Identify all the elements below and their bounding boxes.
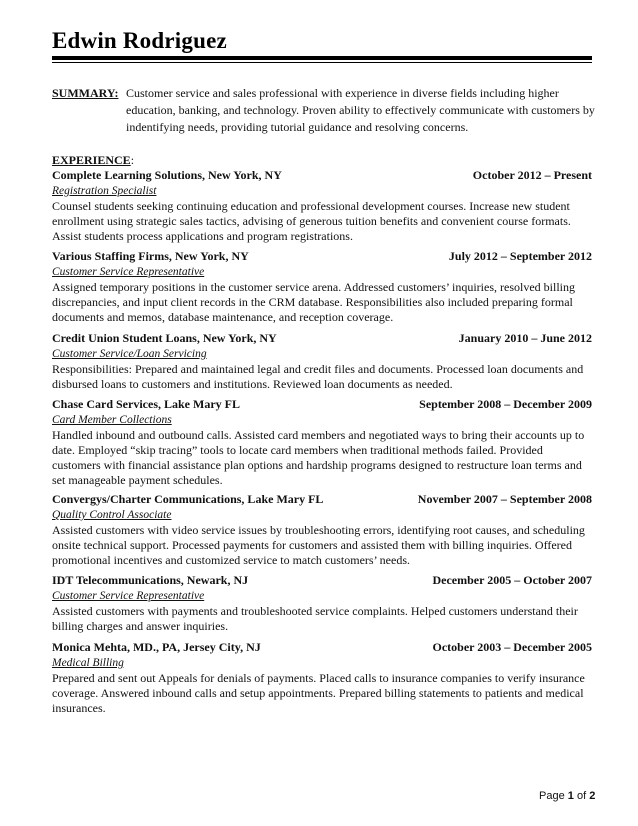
job-title: Quality Control Associate xyxy=(52,509,172,521)
job-header xyxy=(52,492,592,508)
job-entry xyxy=(52,249,592,325)
job-company: IDT Telecommunications, Newark, NJ xyxy=(52,573,249,587)
job-description: Assisted customers with video service issues by troubleshooting errors, identifying root causes, and scheduling onsite technical support. Processed payments for customers and assisted them with billing inquiries. Offered promotional incentives and customized service to match customers’ needs. xyxy=(52,523,585,567)
experience-heading xyxy=(52,152,134,168)
job-header xyxy=(52,331,592,347)
job-entry xyxy=(52,492,592,568)
job-entry xyxy=(52,573,592,634)
job-company: Complete Learning Solutions, New York, NY xyxy=(52,168,282,182)
summary-section xyxy=(52,85,597,136)
job-title: Registration Specialist xyxy=(52,185,157,197)
job-title: Medical Billing xyxy=(52,657,124,669)
job-title: Customer Service/Loan Servicing xyxy=(52,348,207,360)
job-dates: November 2007 – September 2008 xyxy=(417,492,592,506)
job-dates: October 2012 – Present xyxy=(472,168,592,182)
header-rule-thin xyxy=(52,62,592,63)
summary-text: Customer service and sales professional with experience in diverse fields including higher education, banking, and technology. Proven ability to effectively communicate with customers by indentifying needs, providing tutorial guidance and resolving concerns. xyxy=(126,86,595,134)
job-entry xyxy=(52,168,592,244)
job-header xyxy=(52,168,592,184)
job-company: Convergys/Charter Communications, Lake Mary FL xyxy=(52,492,324,506)
job-title: Customer Service Representative xyxy=(52,590,205,602)
job-description: Counsel students seeking continuing education and professional development courses. Increase new student enrollment using strategic sales tactics, advising of generous tuition benefits and convenient course formats. Assist students process applications and program registrations. xyxy=(52,199,571,243)
job-entry xyxy=(52,397,592,488)
page-label: Page xyxy=(539,790,565,802)
page-of-label: of xyxy=(576,790,587,802)
job-description: Responsibilities: Prepared and maintained legal and credit files and documents. Processed loan documents and disbursed loans to customers and institutions. Reviewed loan documents as needed. xyxy=(52,362,584,391)
experience-label: EXPERIENCE xyxy=(52,153,131,167)
page-current: 1 xyxy=(567,790,574,802)
job-company: Chase Card Services, Lake Mary FL xyxy=(52,397,240,411)
job-description: Prepared and sent out Appeals for denials of payments. Placed calls to insurance companies to verify insurance coverage. Answered inbound calls and setup appointments. Prepared billing statements to patients and medical insurances. xyxy=(52,671,585,715)
job-header xyxy=(52,573,592,589)
summary-label: SUMMARY: xyxy=(52,86,119,100)
job-header xyxy=(52,249,592,265)
job-description: Assisted customers with payments and troubleshooted service complaints. Helped customers understand their billing charges and answer inquiries. xyxy=(52,604,578,633)
job-entry xyxy=(52,331,592,392)
job-entry xyxy=(52,640,592,716)
job-title: Customer Service Representative xyxy=(52,266,205,278)
job-header xyxy=(52,640,592,656)
candidate-name: Edwin Rodriguez xyxy=(52,28,227,53)
job-title: Card Member Collections xyxy=(52,414,172,426)
job-company: Various Staffing Firms, New York, NY xyxy=(52,249,249,263)
page-number xyxy=(539,790,595,802)
job-header xyxy=(52,397,592,413)
header-rule-thick xyxy=(52,56,592,60)
job-company: Credit Union Student Loans, New York, NY xyxy=(52,331,277,345)
job-description: Handled inbound and outbound calls. Assisted card members and negotiated ways to bring their accounts up to date. Employed “skip tracing” tools to locate card members when traditional methods failed. Provided customers with financial assistance plan options and hardship programs designed to restructure loan terms and set manageable payment schedules. xyxy=(52,428,585,487)
job-dates: January 2010 – June 2012 xyxy=(458,331,592,345)
job-dates: December 2005 – October 2007 xyxy=(432,573,592,587)
job-dates: September 2008 – December 2009 xyxy=(419,397,592,411)
job-description: Assigned temporary positions in the customer service arena. Addressed customers’ inquiries, resolved billing discrepancies, and input client records in the CRM database. Responsibilities also included preparing formal documents and memos, database maintenance, and reception coverage. xyxy=(52,280,575,324)
job-dates: October 2003 – December 2005 xyxy=(432,640,592,654)
job-company: Monica Mehta, MD., PA, Jersey City, NJ xyxy=(52,640,261,654)
page-total: 2 xyxy=(589,790,596,802)
experience-colon: : xyxy=(130,153,135,167)
job-dates: July 2012 – September 2012 xyxy=(448,249,592,263)
